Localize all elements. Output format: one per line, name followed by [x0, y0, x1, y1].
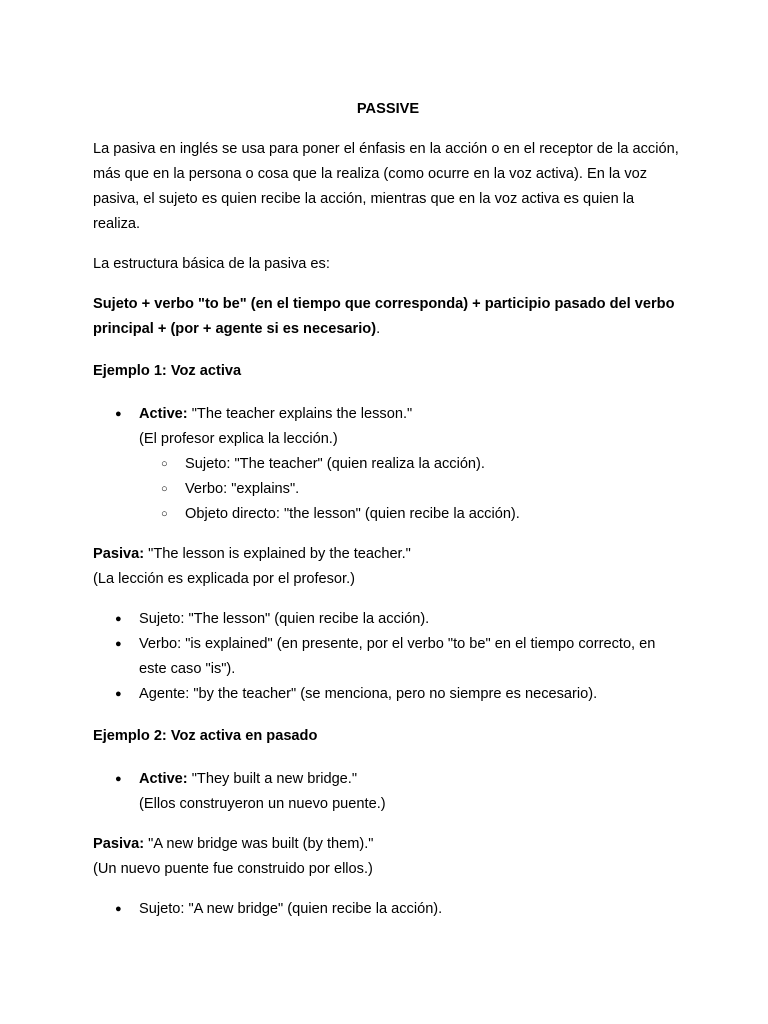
example1-passive: [93, 542, 683, 567]
active-label: Active:: [139, 406, 188, 422]
page-title: PASSIVE: [356, 101, 420, 117]
example2-passive-list: [93, 897, 683, 922]
list-item: [93, 402, 683, 527]
example2-heading: Ejemplo 2: Voz activa en pasado: [93, 728, 318, 744]
passive-sentence: "A new bridge was built (by them).": [144, 836, 374, 852]
example1-passive-translation: (La lección es explicada por el profesor.): [93, 571, 356, 587]
list-item: ○ Sujeto: "The teacher" (quien realiza la acción).: [139, 452, 683, 477]
example1-heading: Ejemplo 1: Voz activa: [93, 363, 242, 379]
active-label: Active:: [139, 771, 188, 787]
list-item: [93, 767, 683, 817]
example2-passive: [93, 832, 683, 857]
list-item: ● Sujeto: "A new bridge" (quien recibe la acción).: [93, 897, 683, 922]
example2-active-list: [93, 767, 683, 817]
structure-formula: Sujeto + verbo "to be" (en el tiempo que corresponda) + participio pasado del verbo principal + (por + agente si es necesario): [93, 296, 675, 337]
list-item: ○ Verbo: "explains".: [139, 477, 683, 502]
passive-label: Pasiva:: [93, 836, 145, 852]
example1-active-list: [93, 402, 683, 527]
structure-formula-paragraph: [93, 292, 683, 342]
active-translation: (El profesor explica la lección.): [139, 431, 338, 447]
document-content: [93, 97, 683, 922]
list-item: ● Verbo: "is explained" (en presente, por el verbo "to be" en el tiempo correcto, en este caso "is").: [93, 632, 683, 682]
structure-intro: La estructura básica de la pasiva es:: [93, 256, 330, 272]
active-sentence: "The teacher explains the lesson.": [187, 406, 413, 422]
passive-sentence: "The lesson is explained by the teacher.": [144, 546, 411, 562]
example1-passive-list: [93, 607, 683, 707]
structure-end: .: [376, 321, 381, 337]
list-item: ● Agente: "by the teacher" (se menciona, pero no siempre es necesario).: [93, 682, 683, 707]
list-item: ○ Objeto directo: "the lesson" (quien recibe la acción).: [139, 502, 683, 527]
list-item: ● Sujeto: "The lesson" (quien recibe la acción).: [93, 607, 683, 632]
active-translation: (Ellos construyeron un nuevo puente.): [139, 796, 386, 812]
active-sentence: "They built a new bridge.": [187, 771, 358, 787]
passive-label: Pasiva:: [93, 546, 145, 562]
intro-paragraph: La pasiva en inglés se usa para poner el énfasis en la acción o en el receptor de la acción, más que en la persona o cosa que la realiza (como ocurre en la voz activa). En la voz pasiva, el sujeto es quien recibe la acción, mientras que en la voz activa es quien la realiza.: [93, 141, 679, 232]
example2-passive-translation: (Un nuevo puente fue construido por ellos.): [93, 861, 373, 877]
example1-parts-list: [139, 452, 683, 527]
